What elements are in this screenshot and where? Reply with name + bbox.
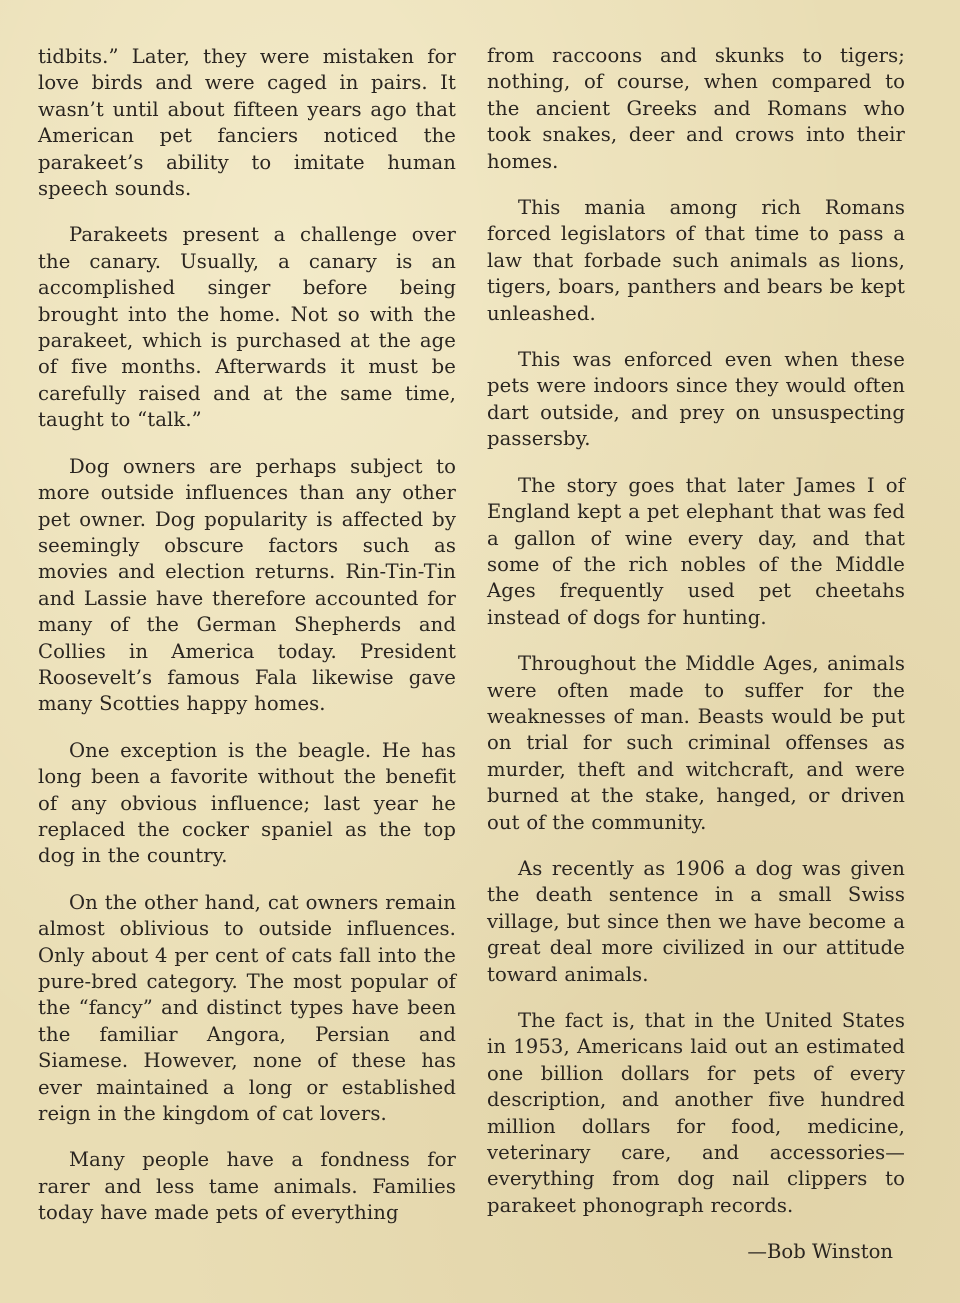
paragraph: On the other hand, cat owners remain almost oblivious to outside influences. Only about 4 per cent of cats fall into the pure-bred category. The most popular of the “fancy” and distinct types have been the familiar Angora, Persian and Siamese. However, none of these has ever maintained a long or established reign in the kingdom of cat lovers. (38, 890, 456, 1126)
right-column (487, 40, 905, 1265)
paragraph: This was enforced even when these pets were indoors since they would often dart outside, and prey on unsuspecting passersby. (487, 348, 905, 451)
paragraph: The story goes that later James I of England kept a pet elephant that was fed a gallon of wine every day, and that some of the rich nobles of the Middle Ages frequently used pet cheetahs instead of dogs for hunting. (487, 473, 905, 629)
paragraph: Parakeets present a challenge over the canary. Usually, a canary is an accomplished singer before being brought into the home. Not so with the parakeet, which is purchased at the age of five months. Afterwards it must be carefully raised and at the same time, taught to “talk.” (38, 223, 456, 432)
paragraph: This mania among rich Romans forced legislators of that time to pass a law that forbade such animals as lions, tigers, boars, panthers and bears be kept unleashed. (487, 196, 905, 325)
left-column (38, 40, 456, 1247)
paragraph: from raccoons and skunks to tigers; nothing, of course, when compared to the ancient Greeks and Romans who took snakes, deer and crows into their homes. (487, 44, 905, 173)
paragraph: Throughout the Middle Ages, animals were often made to suffer for the weaknesses of man. Beasts would be put on trial for such criminal offenses as murder, theft and witchcraft, and were burned at the stake, hanged, or driven out of the community. (487, 652, 905, 834)
paragraph: As recently as 1906 a dog was given the death sentence in a small Swiss village, but since then we have become a great deal more civilized in our attitude toward animals. (487, 856, 905, 986)
author-signature: —Bob Winston (747, 1240, 893, 1264)
paragraph: tidbits.” Later, they were mistaken for love birds and were caged in pairs. It wasn’t until about fifteen years ago that American pet fanciers noticed the parakeet’s ability to imitate human speech sounds. (38, 45, 456, 201)
paragraph: The fact is, that in the United States in 1953, Americans laid out an estimated one billion dollars for pets of every description, and another five hundred million dollars for food, medicine, veterinary care, and accessories—everything from dog nail clippers to parakeet phonograph records. (487, 1009, 905, 1217)
paragraph: Dog owners are perhaps subject to more outside influences than any other pet owner. Dog popularity is affected by seemingly obscure factors such as movies and election returns. Rin-Tin-Tin and Lassie have therefore accounted for many of the German Shepherds and Collies in America today. President Roosevelt’s famous Fala likewise gave many Scotties happy homes. (38, 454, 456, 716)
paragraph: Many people have a fondness for rarer and less tame animals. Families today have made pets of everything (38, 1148, 456, 1225)
paragraph: One exception is the beagle. He has long been a favorite without the benefit of any obvious influence; last year he replaced the cocker spaniel as the top dog in the country. (38, 738, 456, 868)
